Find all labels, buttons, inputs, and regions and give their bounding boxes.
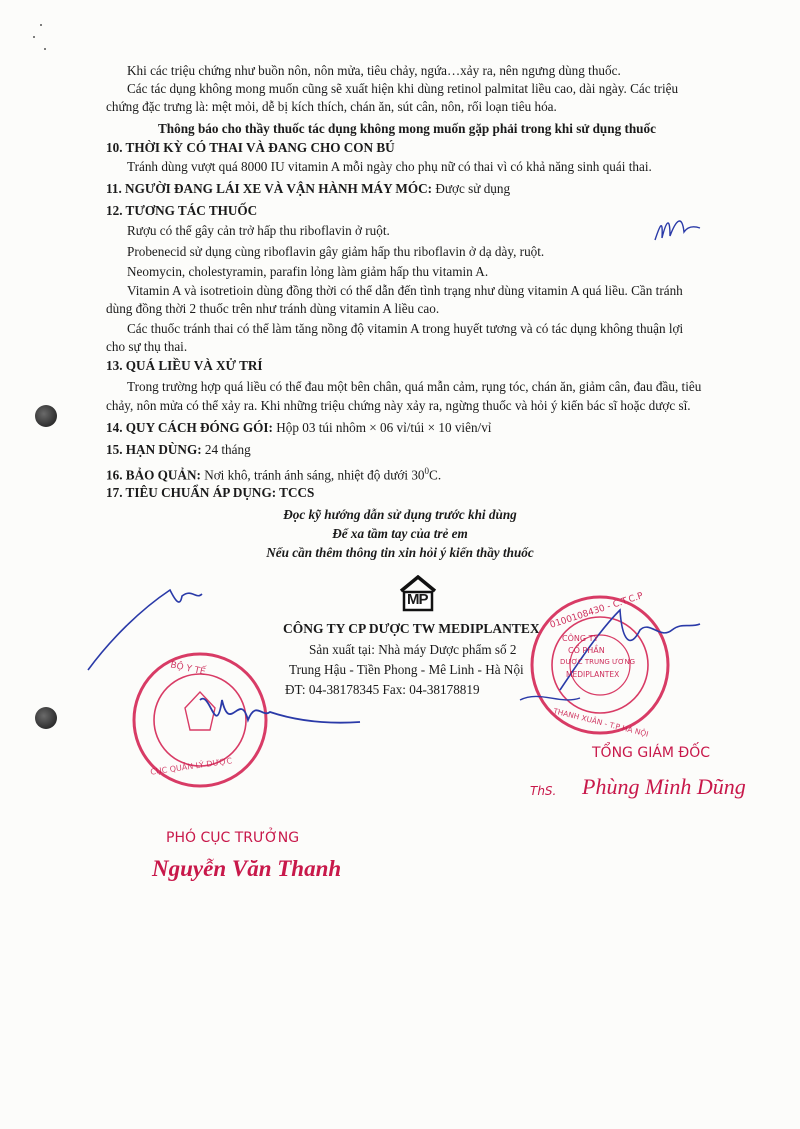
s10-text: Tránh dùng vượt quá 8000 IU vitamin A mỗi ngày cho phụ nữ có thai vì có khả năng sinh quái thai. xyxy=(127,159,652,174)
right-signature-tail xyxy=(520,696,580,700)
left-signature-flourish xyxy=(200,699,360,723)
s11-value: Được sử dụng xyxy=(432,181,511,196)
company-stamp-bottom: THANH XUÂN - T.P HÀ NỘI xyxy=(552,706,650,739)
s10-heading: 10. THỜI KỲ CÓ THAI VÀ ĐANG CHO CON BÚ xyxy=(106,140,395,155)
s9-line-1: Khi các triệu chứng như buồn nôn, nôn mửa, tiêu chảy, ngứa…xảy ra, nên ngưng dùng thuốc. xyxy=(127,63,621,78)
deputy-title: PHÓ CỤC TRƯỞNG xyxy=(166,830,300,846)
s14-value: Hộp 03 túi nhôm × 06 vỉ/túi × 10 viên/vỉ xyxy=(272,420,492,435)
s11-heading: 11. NGƯỜI ĐANG LÁI XE VÀ VẬN HÀNH MÁY MÓC: xyxy=(106,181,433,196)
advice-line-3: Nếu cần thêm thông tin xin hỏi ý kiến thầy thuốc xyxy=(266,545,534,560)
s12-line-7: cho sự thụ thai. xyxy=(106,339,188,354)
company-name: CÔNG TY CP DƯỢC TW MEDIPLANTEX xyxy=(283,621,540,636)
s13-line-2: chảy, nôn mửa có thể xảy ra. Khi những triệu chứng này xảy ra, ngừng thuốc và hỏi ý kiến bác sĩ hoặc dược sĩ. xyxy=(106,398,691,413)
s12-line-3: Neomycin, cholestyramin, parafin lỏng làm giảm hấp thu vitamin A. xyxy=(127,264,489,279)
left-pen-stroke xyxy=(88,590,202,670)
logo-text: MP xyxy=(407,591,428,608)
s12-line-6: Các thuốc tránh thai có thể làm tăng nồng độ vitamin A trong huyết tương và có tác dụng không thuận lợi xyxy=(127,321,684,336)
s12-line-1: Rượu có thể gây cản trở hấp thu riboflavin ở ruột. xyxy=(127,223,390,238)
notice-text: Thông báo cho thầy thuốc tác dụng không mong muốn gặp phải trong khi sử dụng thuốc xyxy=(158,121,656,136)
s15-value: 24 tháng xyxy=(201,442,251,457)
ministry-stamp-bottom: CỤC QUẢN LÝ DƯỢC xyxy=(149,756,233,777)
s16-end: C. xyxy=(429,467,442,483)
s16-value: Nơi khô, tránh ánh sáng, nhiệt độ dưới 30 xyxy=(200,467,425,483)
company-stamp-inner-3: DƯỢC TRUNG ƯƠNG xyxy=(560,658,636,666)
s16-sup: 0 xyxy=(424,466,430,476)
initials-pen-mark xyxy=(655,221,700,240)
advice-line-2: Để xa tầm tay của trẻ em xyxy=(332,526,468,541)
company-address: Trung Hậu - Tiền Phong - Mê Linh - Hà Nội xyxy=(289,662,524,677)
s14-heading: 14. QUY CÁCH ĐÓNG GÓI: xyxy=(106,420,273,435)
s9-line-3: chứng đặc trưng là: mệt mỏi, dễ bị kích thích, chán ăn, sút cân, nôn, rối loạn tiêu hóa. xyxy=(106,99,557,114)
s12-line-4: Vitamin A và isotretioin dùng đồng thời có thể dẫn đến tình trạng như dùng vitamin A quá liều. Cần tránh xyxy=(127,283,683,298)
company-stamp-inner-1: CÔNG TY xyxy=(562,634,599,643)
s17-heading: 17. TIÊU CHUẨN ÁP DỤNG: TCCS xyxy=(106,485,315,500)
deputy-name: Nguyễn Văn Thanh xyxy=(152,856,342,881)
company-stamp-inner-2: CỔ PHẦN xyxy=(568,646,605,655)
advice-line-1: Đọc kỹ hướng dẫn sử dụng trước khi dùng xyxy=(283,507,517,522)
ceo-name: Phùng Minh Dũng xyxy=(582,774,746,799)
s15-heading: 15. HẠN DÙNG: xyxy=(106,442,202,457)
company-stamp-ring: 0100108430 - C.T.C.P xyxy=(548,591,645,631)
company-made-at: Sản xuất tại: Nhà máy Dược phẩm số 2 xyxy=(309,642,517,657)
s13-heading: 13. QUÁ LIỀU VÀ XỬ TRÍ xyxy=(106,358,263,373)
ceo-title: TỔNG GIÁM ĐỐC xyxy=(592,745,711,761)
ministry-stamp-top: BỘ Y TẾ xyxy=(169,660,207,678)
ceo-name-prefix: ThS. xyxy=(530,784,557,798)
s9-line-2: Các tác dụng không mong muốn cũng sẽ xuất hiện khi dùng retinol palmitat liều cao, dài ngày. Các triệu xyxy=(127,81,679,96)
s16-heading: 16. BẢO QUẢN: xyxy=(106,467,201,483)
s13-line-1: Trong trường hợp quá liều có thể đau một bên chân, quá mẫn cảm, rụng tóc, chán ăn, giảm cân, đau đầu, tiêu xyxy=(127,379,702,394)
s12-line-5: dùng đồng thời 2 thuốc trên như tránh dùng vitamin A liều cao. xyxy=(106,301,440,316)
s12-line-2: Probenecid sử dụng cùng riboflavin gây giảm hấp thu riboflavin ở dạ dày, ruột. xyxy=(127,244,545,259)
s12-heading: 12. TƯƠNG TÁC THUỐC xyxy=(106,203,258,218)
company-phone: ĐT: 04-38178345 Fax: 04-38178819 xyxy=(285,682,480,697)
company-stamp-inner-4: MEDIPLANTEX xyxy=(566,670,620,679)
